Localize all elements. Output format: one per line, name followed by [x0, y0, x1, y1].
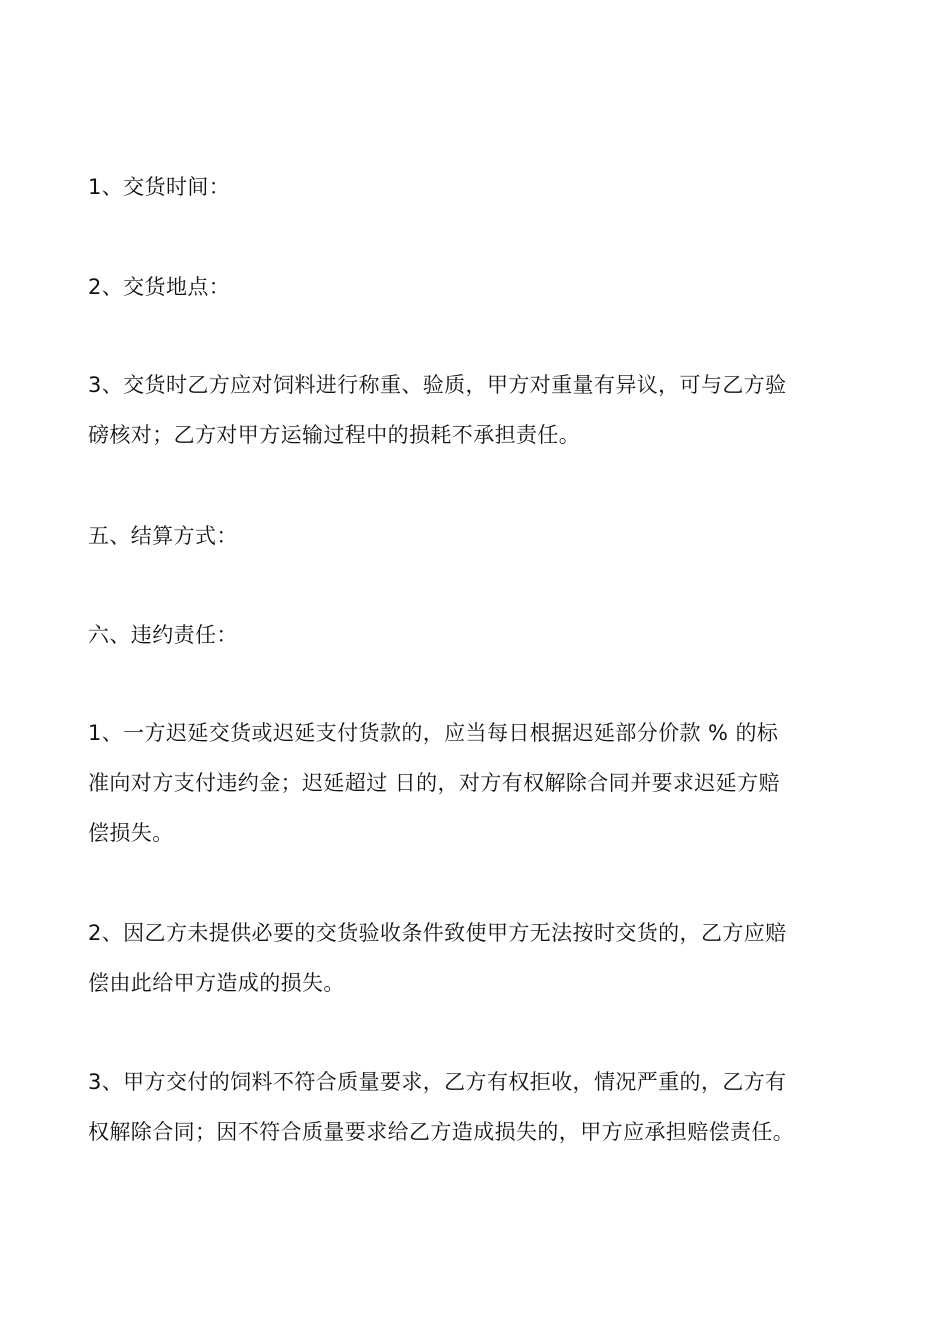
delivery-time-clause	[88, 162, 868, 212]
delivery-location-clause	[88, 262, 868, 312]
text-line: 磅核对；乙方对甲方运输过程中的损耗不承担责任。	[88, 423, 581, 447]
text-line: 2、交货地点：	[88, 275, 231, 299]
delivery-inspection-clause	[88, 360, 868, 460]
text-line: 1、交货时间：	[88, 175, 231, 199]
liability-heading	[88, 610, 868, 660]
text-line: 偿损失。	[88, 821, 174, 845]
text-line: 3、交货时乙方应对饲料进行称重、验质，甲方对重量有异议，可与乙方验	[88, 373, 787, 397]
acceptance-conditions-clause	[88, 908, 868, 1008]
text-line: 准向对方支付违约金；迟延超过 日的，对方有权解除合同并要求迟延方赔	[88, 771, 780, 795]
text-line: 偿由此给甲方造成的损失。	[88, 971, 345, 995]
section-heading: 六、违约责任：	[88, 623, 238, 647]
text-line: 3、甲方交付的饲料不符合质量要求，乙方有权拒收，情况严重的，乙方有	[88, 1070, 787, 1094]
text-line: 权解除合同；因不符合质量要求给乙方造成损失的，甲方应承担赔偿责任。	[88, 1120, 795, 1144]
text-line: 1、一方迟延交货或迟延支付货款的，应当每日根据迟延部分价款 % 的标	[88, 721, 779, 745]
settlement-heading	[88, 511, 868, 561]
quality-clause	[88, 1057, 868, 1157]
late-delivery-clause	[88, 708, 868, 858]
section-heading: 五、结算方式：	[88, 524, 238, 548]
text-line: 2、因乙方未提供必要的交货验收条件致使甲方无法按时交货的，乙方应赔	[88, 921, 787, 945]
